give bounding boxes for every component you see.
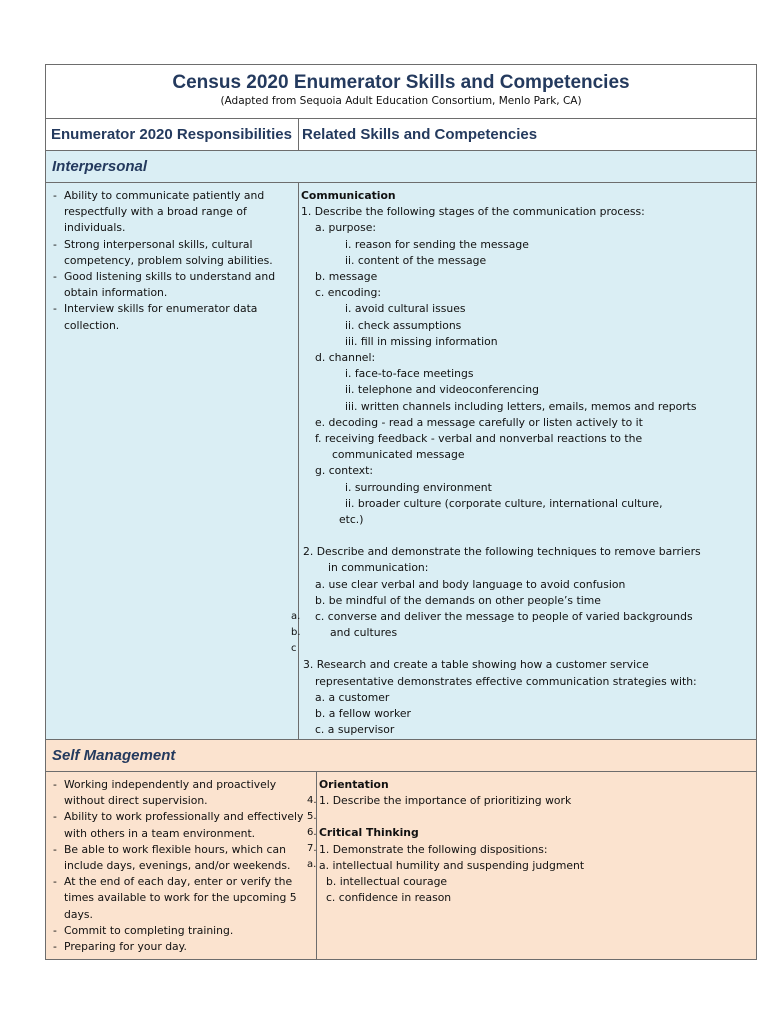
section-heading-interpersonal: Interpersonal [46,151,756,183]
stray-marker: a. [307,859,317,870]
list-item: - Commit to completing training. [53,923,310,939]
self-management-content-row [46,772,756,959]
list-item: a. purpose: [315,221,376,235]
stray-marker: 7. [307,843,317,854]
column-header-row [46,119,756,151]
interpersonal-responsibilities-list [53,188,290,334]
self-management-responsibilities-list [53,777,310,955]
list-item: b. message [315,270,378,284]
list-item: i. avoid cultural issues [345,302,466,316]
stray-marker: 5. [307,811,317,822]
list-item: a. intellectual humility and suspending judgment [319,858,585,872]
list-item: i. reason for sending the message [345,237,529,251]
list-item: 3. Research and create a table showing how a customer service [303,658,649,672]
list-item: in communication: [328,561,429,575]
list-item: etc.) [339,513,364,527]
stray-marker: 6. [307,827,317,838]
list-item: g. context: [315,464,374,478]
list-item: - Ability to work professionally and effectively with others in a team environment. [53,809,310,841]
title-row [46,65,756,119]
list-item: 1. Describe the importance of prioritizing work [319,794,572,808]
list-item: 2. Describe and demonstrate the following techniques to remove barriers [303,545,701,559]
header-skills: Related Skills and Competencies [302,126,538,143]
stray-marker: b. [291,627,301,638]
list-item: b. be mindful of the demands on other people’s time [315,593,601,607]
list-item: and cultures [330,626,398,640]
list-item: - Good listening skills to understand and obtain information. [53,269,290,301]
list-item: representative demonstrates effective communication strategies with: [315,674,697,688]
list-item: a. a customer [315,690,390,704]
list-item: ii. content of the message [345,253,487,267]
stray-marker: c [291,643,297,654]
list-item: a. use clear verbal and body language to avoid confusion [315,577,626,591]
skills-heading-communication: Communication [301,189,396,202]
list-item: iii. fill in missing information [345,334,498,348]
list-item: c. converse and deliver the message to people of varied backgrounds [315,610,693,624]
list-item: c. confidence in reason [326,891,452,905]
list-item: i. surrounding environment [345,480,492,494]
list-item: ii. check assumptions [345,318,462,332]
list-item: - At the end of each day, enter or verify the times available to work for the upcoming 5 days. [53,874,310,923]
competency-table [45,64,757,960]
list-item: iii. written channels including letters, emails, memos and reports [345,399,697,413]
list-item: f. receiving feedback - verbal and nonverbal reactions to the [315,432,643,446]
section-heading-self-management: Self Management [46,740,756,772]
document-title: Census 2020 Enumerator Skills and Competencies [172,72,630,93]
list-item: i. face-to-face meetings [345,367,474,381]
list-item: ii. broader culture (corporate culture, international culture, [345,496,663,510]
self-management-responsibilities-cell [46,772,317,959]
self-management-skills-cell [317,772,756,959]
list-item: - Ability to communicate patiently and respectfully with a broad range of individuals. [53,188,290,237]
document-subtitle: (Adapted from Sequoia Adult Education Consortium, Menlo Park, CA) [220,95,582,107]
stray-marker: 4. [307,795,317,806]
list-item: d. channel: [315,351,376,365]
list-item: - Working independently and proactively without direct supervision. [53,777,310,809]
header-responsibilities: Enumerator 2020 Responsibilities [46,119,299,150]
list-item: e. decoding - read a message carefully or listen actively to it [315,415,643,429]
list-item: 1. Describe the following stages of the communication process: [301,205,645,219]
list-item: communicated message [332,448,465,462]
skills-heading-orientation: Orientation [319,778,389,791]
interpersonal-content-row [46,183,756,740]
list-item: c. a supervisor [315,723,395,737]
interpersonal-responsibilities-cell [46,183,299,739]
list-item: b. a fellow worker [315,707,411,721]
list-item: b. intellectual courage [326,875,448,889]
interpersonal-skills-cell [299,183,756,739]
list-item: ii. telephone and videoconferencing [345,383,539,397]
list-item: - Strong interpersonal skills, cultural competency, problem solving abilities. [53,237,290,269]
list-item: - Be able to work flexible hours, which can include days, evenings, and/or weekends. [53,842,310,874]
stray-marker: a. [291,611,301,622]
list-item: - Interview skills for enumerator data collection. [53,301,290,333]
list-item: c. encoding: [315,286,382,300]
list-item: 1. Demonstrate the following dispositions: [319,842,548,856]
skills-heading-critical-thinking: Critical Thinking [319,826,419,840]
list-item: - Preparing for your day. [53,939,310,955]
